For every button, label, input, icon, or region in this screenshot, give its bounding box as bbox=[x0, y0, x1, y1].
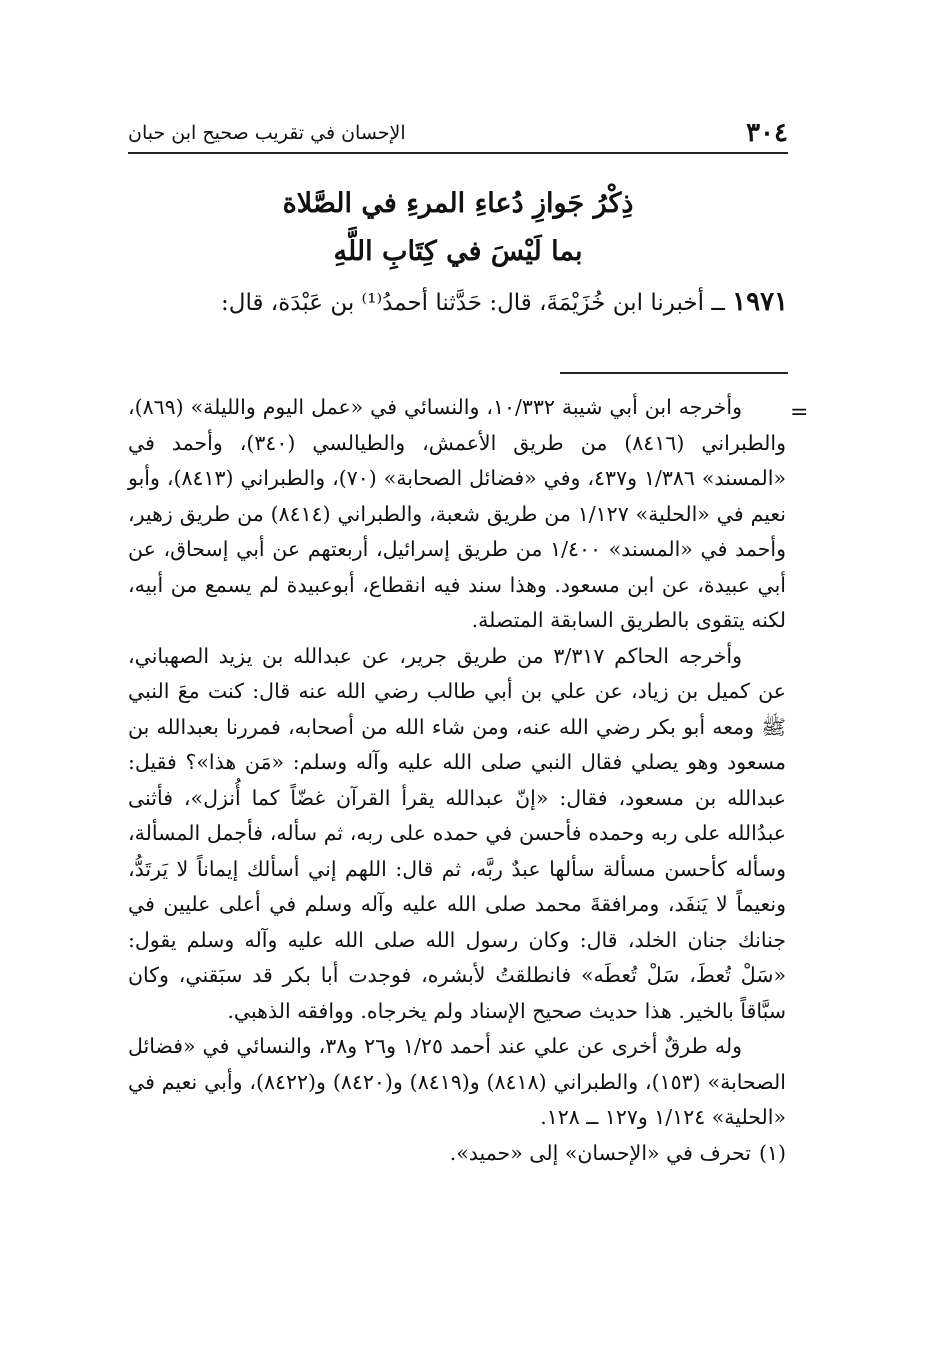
footnote-paragraph: وأخرجه الحاكم ٣/٣١٧ من طريق جرير، عن عبدالله بن يزيد الصهباني، عن كميل بن زياد، عن علي بن أبي طالب رضي الله عنه قال: كنت معَ النبي ﷺ ومعه أبو بكر رضي الله عنه، ومن شاء الله من أصحابه، فمررنا بعبدالله بن مسعود وهو يصلي فقال النبي صلى الله عليه وآله وسلم: «مَن هذا»؟ فقيل: عبدالله بن مسعود، فقال: «إنّ عبدالله يقرأ القرآن غضّاً كما أُنزل»، فأثنى عبدُالله على ربه وحمده فأحسن في حمده على ربه، ثم سأله، فأجمل المسألة، وسأله كأحسن مسألة سألها عبدٌ ربَّه، ثم قال: اللهم إني أسألك إيماناً لا يَرتَدُّ، ونعيماً لا يَنفَد، ومرافقةَ محمد صلى الله عليه وآله وسلم في أعلى عليين في جنانك جنان الخلد، قال: وكان رسول الله صلى الله عليه وآله وسلم يقول: «سَلْ تُعطَ، سَلْ تُعطَه» فانطلقتُ لأبشره، فوجدت أبا بكر قد سبَقني، وكان سبَّاقاً بالخير. هذا حديث صحيح الإسناد ولم يخرجاه. ووافقه الذهبي. bbox=[128, 643, 786, 1023]
hadith-text: ــ أخبرنا ابن خُزَيْمَةَ، قال: حَدَّثنا أحمدُ⁽¹⁾ بن عَبْدَة، قال: bbox=[221, 290, 733, 316]
footnote-1 bbox=[128, 1136, 786, 1172]
running-header bbox=[128, 118, 788, 154]
chapter-heading bbox=[128, 180, 788, 276]
footnote-1-number: (١) bbox=[758, 1140, 786, 1165]
hadith-chain bbox=[128, 282, 788, 323]
footnote-paragraph: وأخرجه ابن أبي شيبة ١٠/٣٣٢، والنسائي في «عمل اليوم والليلة» (٨٦٩)، والطبراني (٨٤١٦) من طريق الأعمش، والطيالسي (٣٤٠)، وأحمد في «المسند» ١/٣٨٦ و٤٣٧، وفي «فضائل الصحابة» (٧٠)، والطبراني (٨٤١٣)، وأبو نعيم في «الحلية» ١/١٢٧ من طريق شعبة، والطبراني (٨٤١٤) من طريق زهير، وأحمد في «المسند» ١/٤٠٠ من طريق إسرائيل، أربعتهم عن أبي إسحاق، عن أبي عبيدة، عن ابن مسعود. وهذا سند فيه انقطاع، أبوعبيدة لم يسمع من أبيه، لكنه يتقوى بالطريق السابقة المتصلة. bbox=[128, 395, 787, 632]
page-number: ٣٠٤ bbox=[746, 118, 788, 148]
footnotes-block bbox=[128, 390, 786, 1171]
footnote-separator bbox=[560, 372, 788, 374]
footnote-paragraph: وله طرقٌ أخرى عن علي عند أحمد ١/٢٥ و٢٦ و٣٨، والنسائي في «فضائل الصحابة» (١٥٣)، والطبراني (٨٤١٨) و(٨٤١٩) و(٨٤٢٠) و(٨٤٢٢)، وأبي نعيم في «الحلية» ١/١٢٤ و١٢٧ ــ ١٢٨. bbox=[128, 1034, 786, 1129]
footnote-continuation-mark: = bbox=[790, 400, 809, 425]
hadith-number: ١٩٧١ bbox=[732, 287, 788, 317]
footnote-1-text: تحرف في «الإحسان» إلى «حميد». bbox=[449, 1140, 751, 1165]
chapter-title-line-1: ذِكْرُ جَوازِ دُعاءِ المرءِ في الصَّلاة bbox=[282, 188, 634, 219]
chapter-title-line-2: بما لَيْسَ في كِتَابِ اللَّهِ bbox=[333, 236, 583, 267]
book-title: الإحسان في تقريب صحيح ابن حبان bbox=[128, 122, 406, 144]
